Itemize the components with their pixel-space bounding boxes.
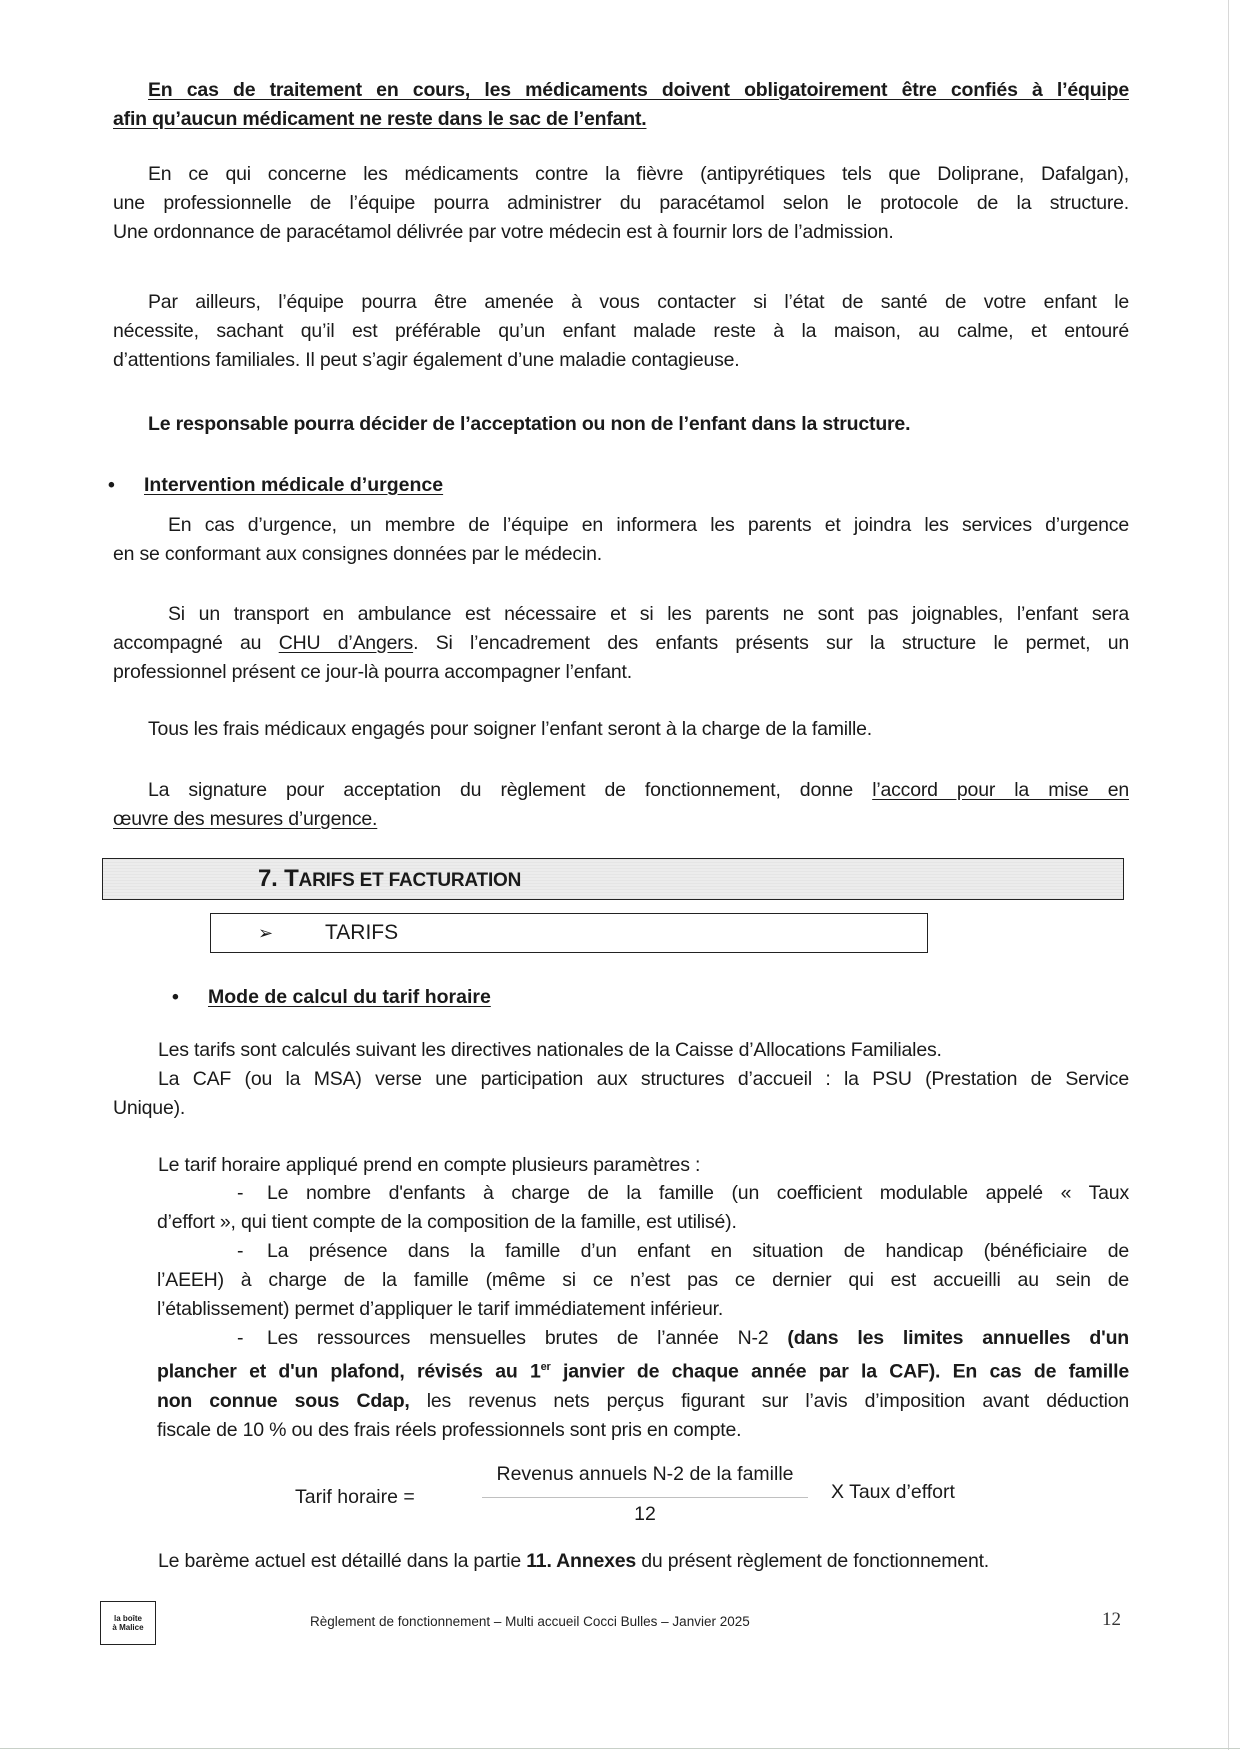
footer-text: Règlement de fonctionnement – Multi accueil Cocci Bulles – Janvier 2025 [310,1614,750,1629]
formula-denominator: 12 [634,1503,656,1525]
list-item: - La présence dans la famille d’un enfant en situation de handicap (bénéficiaire de l’AEEH) à charge de la famille (même si ce n’est pas ce dernier qui est accueilli au sein de l’établissement) permet d’appliquer le tarif immédiatement inférieur. [157,1240,1129,1320]
list-item: - Le nombre d'enfants à charge de la famille (un coefficient modulable appelé « Taux d’effort », qui tient compte de la composition de la famille, est utilisé). [157,1182,1129,1233]
medication-warning-paragraph: En cas de traitement en cours, les médicaments doivent obligatoirement être confiés à l’équipe afin qu’aucun médicament ne reste dans le sac de l’enfant. [113,79,1129,130]
fraction-bar [482,1497,808,1498]
formula-numerator: Revenus annuels N-2 de la famille [496,1463,794,1485]
bareme-paragraph: Le barème actuel est détaillé dans la partie 11. Annexes du présent règlement de fonctionnement. [158,1550,990,1572]
responsable-paragraph: Le responsable pourra décider de l’acceptation ou non de l’enfant dans la structure. [148,413,911,435]
signature-paragraph: La signature pour acceptation du règlement de fonctionnement, donne l’accord pour la mise en œuvre des mesures d’urgence. [113,779,1129,830]
subsection-title: TARIFS [325,921,399,944]
formula-label: Tarif horaire = [295,1486,415,1508]
arrow-bullet-icon: ➢ [258,923,274,943]
list-item: - Les ressources mensuelles brutes de l’année N-2 (dans les limites annuelles d'un plancher et d'un plafond, révisés au 1er janvier de chaque année par la CAF). En cas de famille non connue sous Cdap, les revenus nets perçus figurant sur l’avis d’imposition avant déduction fiscale de 10 % ou des frais réels professionnels sont pris en compte. [157,1327,1129,1441]
chu-angers-link: CHU d’Angers [278,632,414,654]
page-edge [1228,0,1229,1750]
contact-paragraph: Par ailleurs, l’équipe pourra être amenée à vous contacter si l’état de santé de votre enfant le nécessite, sachant qu’il est préférable qu’un enfant malade reste à la maison, au calme, et entouré d’attentions familiales. Il peut s’agir également d’une maladie contagieuse. [113,291,1129,371]
logo: la boîte à Malice [100,1601,156,1645]
subsection-header-box [210,913,928,953]
caf-paragraph: Les tarifs sont calculés suivant les directives nationales de la Caisse d’Allocations Familiales. La CAF (ou la MSA) verse une participation aux structures d’accueil : la PSU (Prestation de Service Unique). [113,1039,1129,1119]
page-edge [0,1748,1240,1749]
urgence-paragraph: En cas d’urgence, un membre de l’équipe en informera les parents et joindra les services d’urgence en se conformant aux consignes données par le médecin. [113,514,1129,565]
bullet-icon: • [172,986,179,1008]
heading-mode-calcul: • Mode de calcul du tarif horaire [172,983,491,1012]
frais-paragraph: Tous les frais médicaux engagés pour soigner l’enfant seront à la charge de la famille. [148,718,873,740]
ambulance-paragraph: Si un transport en ambulance est nécessaire et si les parents ne sont pas joignables, l’enfant sera accompagné au CHU d’Angers. Si l’encadrement des enfants présents sur la structure le permet, un professionnel présent ce jour-là pourra accompagner l’enfant. [113,603,1129,683]
heading-intervention-urgence: • Intervention médicale d’urgence [108,471,443,500]
formula-multiplier: X Taux d’effort [831,1481,955,1503]
section-title: 7. TARIFS ET FACTURATION [258,865,522,892]
bullet-icon: • [108,474,115,496]
parametres-intro: Le tarif horaire appliqué prend en compte plusieurs paramètres : [158,1154,701,1176]
page-number: 12 [1102,1609,1121,1630]
fever-medication-paragraph: En ce qui concerne les médicaments contre la fièvre (antipyrétiques tels que Doliprane, Dafalgan), une professionnelle de l’équipe pourra administrer du paracétamol selon le protocole de la structure. Une ordonnance de paracétamol délivrée par votre médecin est à fournir lors de l’admission. [113,163,1129,243]
section-header-box [102,858,1124,900]
